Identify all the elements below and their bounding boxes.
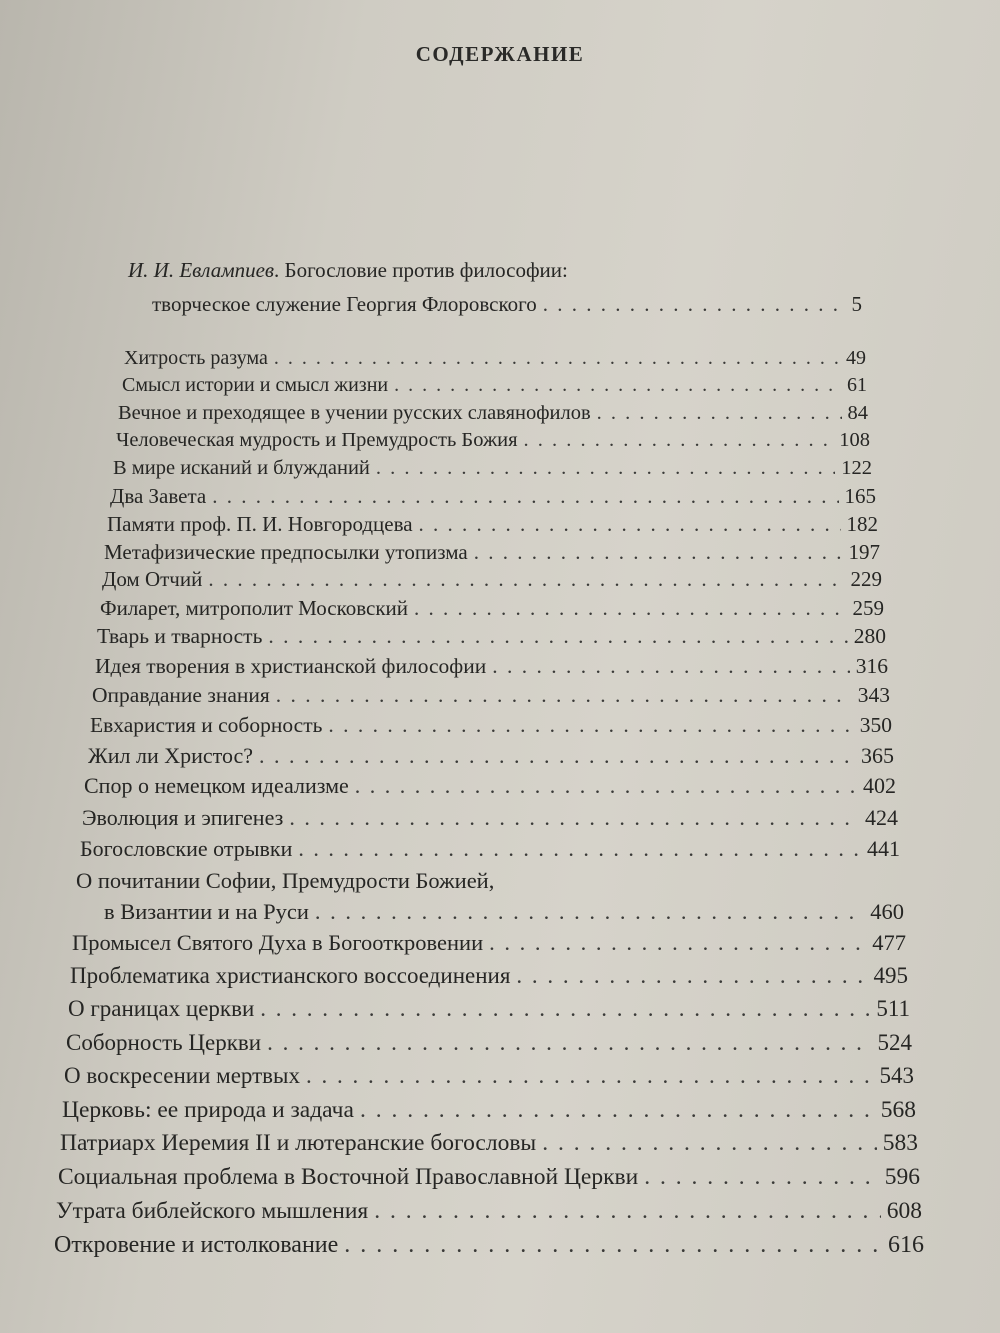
toc-entry <box>95 654 888 679</box>
toc-entry <box>62 1097 916 1124</box>
toc-entry <box>64 1063 914 1089</box>
toc-entry <box>84 773 896 799</box>
leader-dots <box>524 429 834 452</box>
toc-entry-title: Вечное и преходящее в учении русских славянофилов <box>118 402 591 424</box>
toc-entry-page: 608 <box>886 1198 922 1224</box>
leader-dots <box>644 1164 879 1191</box>
toc-entry-title: Утрата библейского мышления <box>56 1198 369 1224</box>
toc-entry <box>56 1198 922 1225</box>
leader-dots <box>274 347 840 370</box>
intro-title-line2: творческое служение Георгия Флоровского <box>152 292 537 316</box>
leader-dots <box>597 402 842 425</box>
toc-entry-title: Церковь: ее природа и задача <box>62 1097 354 1123</box>
toc-entry-page: 524 <box>877 1030 912 1055</box>
toc-entry-title: Промысел Святого Духа в Богооткровении <box>72 930 484 955</box>
leader-dots <box>394 374 841 397</box>
toc-entry-page: 424 <box>865 805 898 830</box>
toc-entry <box>54 1232 924 1259</box>
toc-entry-page: 543 <box>879 1063 914 1088</box>
toc-entry-title: Смысл истории и смысл жизни <box>122 374 389 396</box>
leader-dots <box>516 963 867 989</box>
leader-dots <box>315 899 864 925</box>
toc-entry-page: 84 <box>847 402 868 424</box>
toc-entry-title: О границах церкви <box>68 996 255 1021</box>
toc-entry-page: 229 <box>850 567 882 591</box>
toc-entry-page: 280 <box>853 624 886 648</box>
toc-entry <box>104 540 880 565</box>
toc-entry-page: 596 <box>884 1164 920 1190</box>
leader-dots <box>208 567 844 592</box>
leader-dots <box>260 996 870 1022</box>
toc-entry <box>68 996 910 1022</box>
toc-entry <box>90 713 892 738</box>
toc-entry-title: Жил ли Христос? <box>88 743 254 768</box>
leader-dots <box>212 484 838 509</box>
leader-dots <box>489 930 866 956</box>
toc-entry-page: 182 <box>846 512 878 536</box>
toc-entry-title: Патриарх Иеремия II и лютеранские богословы <box>60 1130 537 1156</box>
toc-entry <box>113 457 872 480</box>
leader-dots <box>267 1030 871 1056</box>
leader-dots <box>328 713 853 738</box>
leader-dots <box>414 596 846 621</box>
toc-entry-page: 49 <box>846 347 866 369</box>
toc-entry-title: Два Завета <box>110 484 207 508</box>
toc-entry-page: 477 <box>872 930 906 955</box>
toc-entry-title: Эволюция и эпигенез <box>82 805 284 830</box>
toc-entry <box>72 930 906 956</box>
toc-entry <box>104 899 904 925</box>
toc-entry-page: 165 <box>844 484 876 508</box>
toc-entry-title: Тварь и тварность <box>97 624 263 648</box>
toc-entry <box>97 624 886 649</box>
toc-entry-title: Богословские отрывки <box>80 836 293 861</box>
leader-dots <box>268 624 847 649</box>
toc-entry <box>80 836 900 862</box>
toc-entry-title: Оправдание знания <box>92 683 270 707</box>
toc-entry <box>110 484 876 509</box>
leader-dots <box>492 654 850 679</box>
toc-entry <box>100 596 884 621</box>
toc-entry <box>66 1030 912 1056</box>
toc-entry-title: Соборность Церкви <box>66 1030 262 1055</box>
toc-entry-title: Хитрость разума <box>124 347 268 369</box>
toc-entry <box>70 963 908 989</box>
toc-entry-title: Идея творения в христианской философии <box>95 654 487 678</box>
leader-dots <box>355 773 857 799</box>
toc-entry <box>118 402 868 425</box>
toc-entry-page: 259 <box>852 596 884 620</box>
toc-entry-page: 122 <box>841 457 872 479</box>
toc-entry-title: Метафизические предпосылки утопизма <box>104 540 468 564</box>
leader-dots <box>289 805 859 831</box>
page-title: СОДЕРЖАНИЕ <box>415 42 585 66</box>
toc-entry-page: 365 <box>861 743 894 768</box>
intro-entry <box>152 292 862 317</box>
leader-dots <box>344 1232 882 1259</box>
leader-dots <box>360 1097 875 1124</box>
toc-entry-title: Памяти проф. П. И. Новгородцева <box>107 512 413 536</box>
toc-entry-title: О воскресении мертвых <box>64 1063 300 1088</box>
toc-entry-page: 616 <box>888 1232 924 1258</box>
toc-entry <box>88 743 894 769</box>
toc-entry-title: Проблематика христианского воссоединения <box>70 963 511 988</box>
toc-entry <box>122 374 867 397</box>
toc-entry-title-line1: О почитании Софии, Премудрости Божией, <box>76 868 495 893</box>
toc-entry-page: 583 <box>882 1130 918 1156</box>
toc-entry-page: 460 <box>870 899 904 924</box>
toc-entry <box>102 567 882 592</box>
leader-dots <box>542 1130 877 1157</box>
leader-dots <box>419 512 841 537</box>
toc-entry-title: Филарет, митрополит Московский <box>100 596 409 620</box>
toc-entry-page: 108 <box>839 429 870 451</box>
toc-entry <box>92 683 890 708</box>
intro-page: 5 <box>851 292 862 316</box>
intro-author: И. И. Евлампиев <box>128 258 275 282</box>
toc-entry-title: Дом Отчий <box>102 567 203 591</box>
toc-entry-title: в Византии и на Руси <box>104 899 309 924</box>
toc-entry <box>82 805 898 831</box>
toc-entry-title: Человеческая мудрость и Премудрость Божия <box>116 429 518 451</box>
toc-entry-page: 495 <box>873 963 908 988</box>
toc-entry-title: Откровение и истолкование <box>54 1232 339 1258</box>
intro-title-line1: . Богословие против философии: <box>274 258 568 282</box>
toc-entry-title: Евхаристия и соборность <box>90 713 323 737</box>
toc-entry <box>116 429 870 452</box>
leader-dots <box>543 292 846 317</box>
toc-entry <box>60 1130 918 1157</box>
leader-dots <box>298 836 861 862</box>
toc-entry-title: Социальная проблема в Восточной Православной Церкви <box>58 1164 639 1190</box>
toc-entry <box>58 1164 920 1191</box>
toc-entry-page: 441 <box>867 836 900 861</box>
intro-first-line <box>128 258 568 283</box>
toc-entry-page: 197 <box>848 540 880 564</box>
leader-dots <box>474 540 843 565</box>
leader-dots <box>259 743 855 769</box>
toc-entry-title: Спор о немецком идеализме <box>84 773 349 798</box>
leader-dots <box>276 683 852 708</box>
toc-entry-page: 568 <box>880 1097 916 1123</box>
toc-entry <box>107 512 878 537</box>
toc-entry-page: 511 <box>876 996 910 1021</box>
toc-entry <box>124 347 866 370</box>
toc-entry-page: 61 <box>847 374 867 396</box>
leader-dots <box>376 457 835 480</box>
toc-entry-page: 316 <box>855 654 888 678</box>
toc-entry-title: В мире исканий и блужданий <box>113 457 370 479</box>
leader-dots <box>306 1063 874 1089</box>
leader-dots <box>374 1198 881 1225</box>
toc-entry-page: 350 <box>859 713 892 737</box>
toc-entry-page: 402 <box>863 773 896 798</box>
toc-entry-page: 343 <box>857 683 890 707</box>
